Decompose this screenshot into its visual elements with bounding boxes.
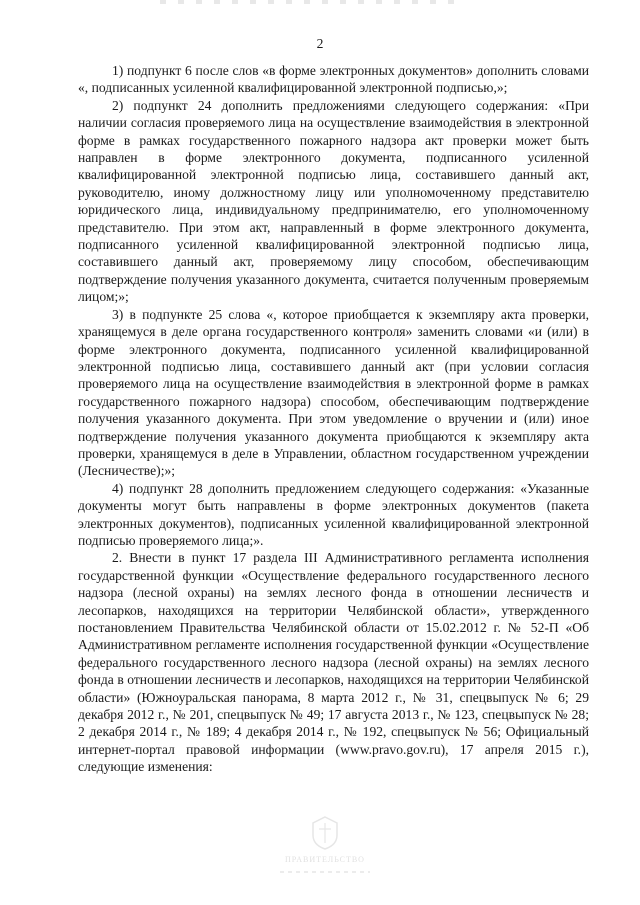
emblem-icon — [310, 815, 340, 851]
faded-stamp — [270, 815, 380, 895]
paragraph-subitem-1: 1) подпункт 6 после слов «в форме электронных документов» дополнить словами «, подписанных усиленной квалифицированной электронной подписью,»; — [78, 63, 589, 96]
paragraph-subitem-2: 2) подпункт 24 дополнить предложениями следующего содержания: «При наличии согласия проверяемого лица на осуществление взаимодействия в электронной форме в рамках государственного пожарного надзора акт проверки может быть направлен в форме электронного документа, подписанного усиленной квалифицированной электронной подписью лица, составившего данный акт, руководителю, иному должностному лицу или уполномоченному представителю юридического лица, индивидуальному предпринимателю, его уполномоченному представителю. При этом акт, направленный в форме электронного документа, подписанного усиленной квалифицированной электронной подписью лица, составившего данный акт, проверяемому лицу способом, обеспечивающим подтверждение получения указанного документа, считается полученным проверяемым лицом;»; — [78, 97, 589, 305]
paragraph-subitem-4: 4) подпункт 28 дополнить предложением следующего содержания: «Указанные документы могут быть направлены в форме электронных документов (пакета электронных документов), подписанных усиленной квалифицированной электронной подписью проверяемого лица;». — [78, 480, 589, 548]
page-number: 2 — [316, 36, 324, 51]
stamp-text: ПРАВИТЕЛЬСТВО — [285, 855, 365, 864]
paragraph-item-2: 2. Внести в пункт 17 раздела III Административного регламента исполнения государственной функции «Осуществление федерального государственного лесного надзора (лесной охраны) на землях лесного фонда в отношении лесничеств и лесопарков, находящихся на территории Челябинской области», утвержденного постановлением Правительства Челябинской области от 15.02.2012 г. № 52-П «Об Административном регламенте исполнения государственной функции «Осуществление федерального государственного лесного надзора (лесной охраны) на землях лесного фонда в отношении лесничеств и лесопарков, находящихся на территории Челябинской области» (Южноуральская панорама, 8 марта 2012 г., № 31, спецвыпуск № 6; 29 декабря 2012 г., № 201, спецвыпуск № 49; 17 августа 2013 г., № 123, спецвыпуск № 28; 2 декабря 2014 г., № 189; 4 декабря 2014 г., № 192, спецвыпуск № 56; Официальный интернет-портал правовой информации (www.pravo.gov.ru), 17 апреля 2015 г.), следующие изменения: — [78, 550, 589, 775]
stamp-line — [280, 871, 370, 873]
document-body — [78, 62, 589, 776]
paragraph-subitem-3: 3) в подпункте 25 слова «, которое приобщается к экземпляру акта проверки, хранящемуся в деле органа государственного контроля» заменить словами «и (или) в форме электронного документа, подписанного усиленной квалифицированной электронной подписью лица, составившего данный акт (при условии согласия проверяемого лица на осуществление взаимодействия в электронной форме в рамках государственного пожарного надзора) способом, обеспечивающим подтверждение получения указанного документа. При этом уведомление о вручении и (или) иное подтверждение получения указанного документа приобщаются к экземпляру акта проверки, хранящемуся в деле в Управлении, областном государственном учреждении (Лесничестве);»; — [78, 306, 589, 479]
scan-header-mark — [160, 0, 460, 4]
